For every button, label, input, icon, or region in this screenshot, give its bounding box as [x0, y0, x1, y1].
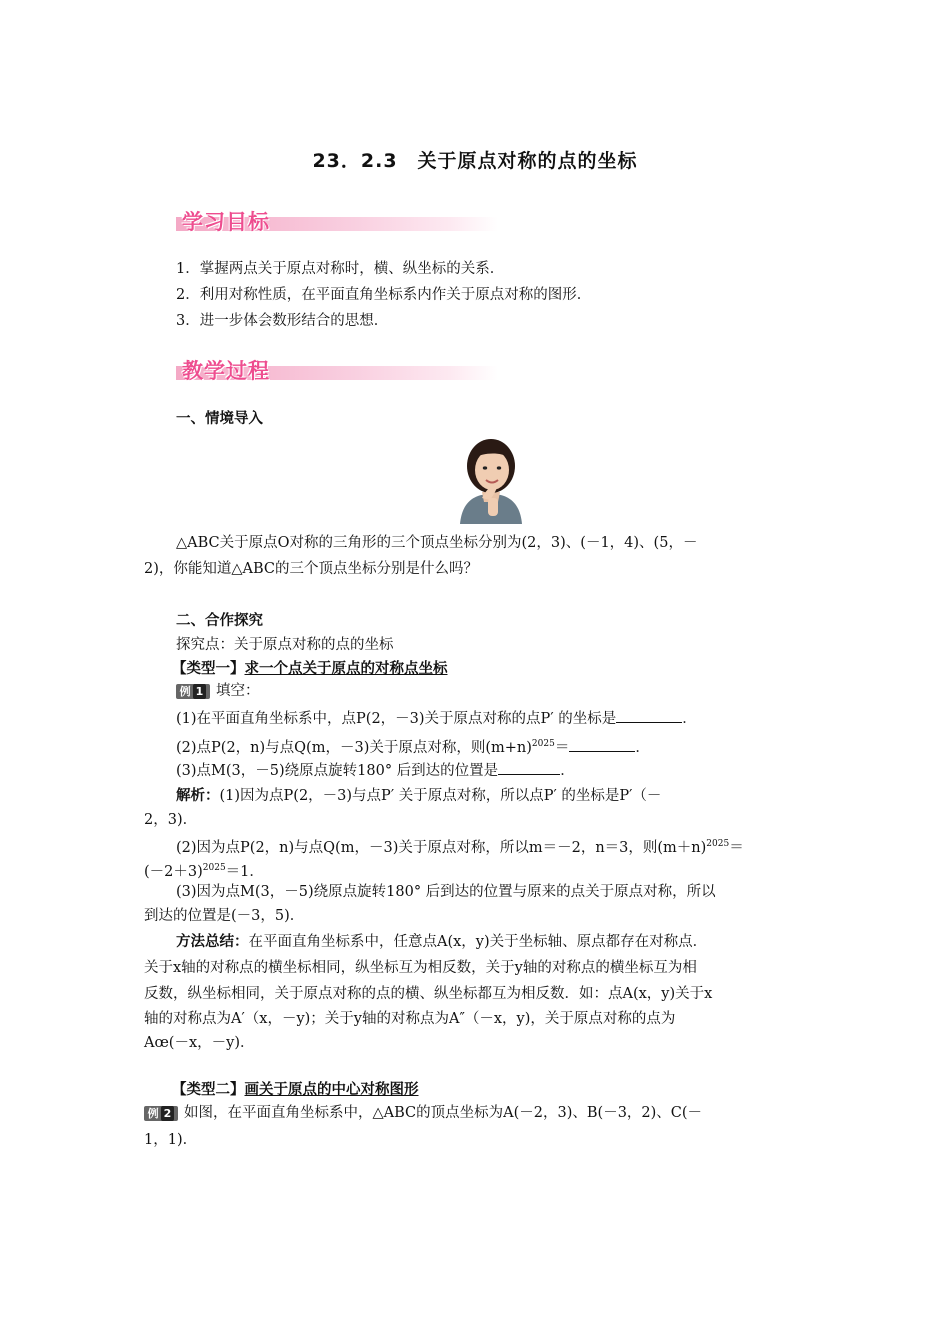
method-label: 方法总结： [176, 934, 249, 950]
method-line: Aœ(－x，－y)． [144, 1035, 255, 1051]
example-badge: 例 2 [144, 1106, 178, 1121]
answer-blank [569, 737, 635, 752]
process-banner-label: 教学过程 [182, 359, 270, 383]
method-line: 方法总结：在平面直角坐标系中，任意点A(x，y)关于坐标轴、原点都存在对称点． [176, 934, 708, 950]
solution-line: 解析：(1)因为点P(2，－3)与点P′ 关于原点对称，所以点P′ 的坐标是P′（－ [176, 788, 662, 804]
solution-line: (3)因为点M(3，－5)绕原点旋转180° 后到达的位置与原来的点关于原点对称，所以 [176, 884, 716, 900]
solution-line: (2)因为点P(2，n)与点Q(m，－3)关于原点对称，所以m＝－2，n＝3，则$(m+n)^{2025}=$ [176, 839, 744, 856]
process-banner [176, 355, 498, 382]
method-line: 关于x轴的对称点的横坐标相同，纵坐标互为相反数，关于y轴的对称点的横坐标互为相 [144, 960, 697, 976]
example1-question-3: (3)点M(3，－5)绕原点旋转180° 后到达的位置是 ． [176, 760, 575, 781]
type1-prefix: 【类型一】 [172, 661, 245, 677]
intro-text-line: △ABC关于原点O对称的三角形的三个顶点坐标分别为(2，3)、(－1，4)、(5，－ [176, 535, 698, 551]
type1-title: 求一个点关于原点的对称点坐标 [244, 661, 448, 677]
type2-prefix: 【类型二】 [172, 1082, 245, 1098]
example1-prompt: 填空： [216, 683, 260, 699]
method-line: 轴的对称点为A′（x，－y)；关于y轴的对称点为A″（－x，y)，关于原点对称的点为 [144, 1011, 676, 1027]
page-title: 23．2.3 关于原点对称的点的坐标 [312, 150, 638, 172]
goal-item: 2．利用对称性质，在平面直角坐标系内作关于原点对称的图形． [176, 287, 592, 303]
type1-heading [172, 659, 448, 679]
example2-line: 1，1)． [144, 1132, 198, 1148]
goal-item: 3．进一步体会数形结合的思想． [176, 313, 389, 329]
girl-photo [452, 432, 530, 524]
goals-banner-label: 学习目标 [182, 210, 270, 234]
method-line: 反数，纵坐标相同，关于原点对称的点的横、纵坐标都互为相反数．如：点A(x，y)关于x [144, 986, 713, 1002]
section-heading-explore: 二、合作探究 [176, 613, 263, 629]
solution-line: 到达的位置是(－3，5)． [144, 908, 305, 924]
explore-point: 探究点：关于原点对称的点的坐标 [176, 637, 394, 653]
example-badge: 例 1 [176, 684, 210, 699]
example2-line: 例 2 如图，在平面直角坐标系中，△ABC的顶点坐标为A(－2，3)、B(－3，2)、C(－ [144, 1103, 702, 1123]
example1-question-2: (2)点P(2，n)与点Q(m，－3)关于原点对称，则$(m+n)^{2025}=$ ． [176, 734, 650, 758]
answer-blank [616, 708, 682, 723]
type2-title: 画关于原点的中心对称图形 [244, 1082, 419, 1098]
solution-label: 解析： [176, 788, 220, 804]
example1-question-1: (1)在平面直角坐标系中，点P(2，－3)关于原点对称的点P′ 的坐标是 ． [176, 708, 697, 729]
solution-line: 2，3)． [144, 812, 198, 828]
type2-heading [172, 1080, 419, 1100]
goals-banner [176, 206, 498, 233]
goal-item: 1．掌握两点关于原点对称时，横、纵坐标的关系． [176, 261, 505, 277]
example1-header [176, 681, 260, 701]
intro-text-line: 2)，你能知道△ABC的三个顶点坐标分别是什么吗？ [144, 561, 479, 577]
answer-blank [498, 760, 560, 775]
section-heading-intro: 一、情境导入 [176, 411, 263, 427]
solution-line: $(-2+3)^{2025}=1$． [144, 863, 264, 880]
